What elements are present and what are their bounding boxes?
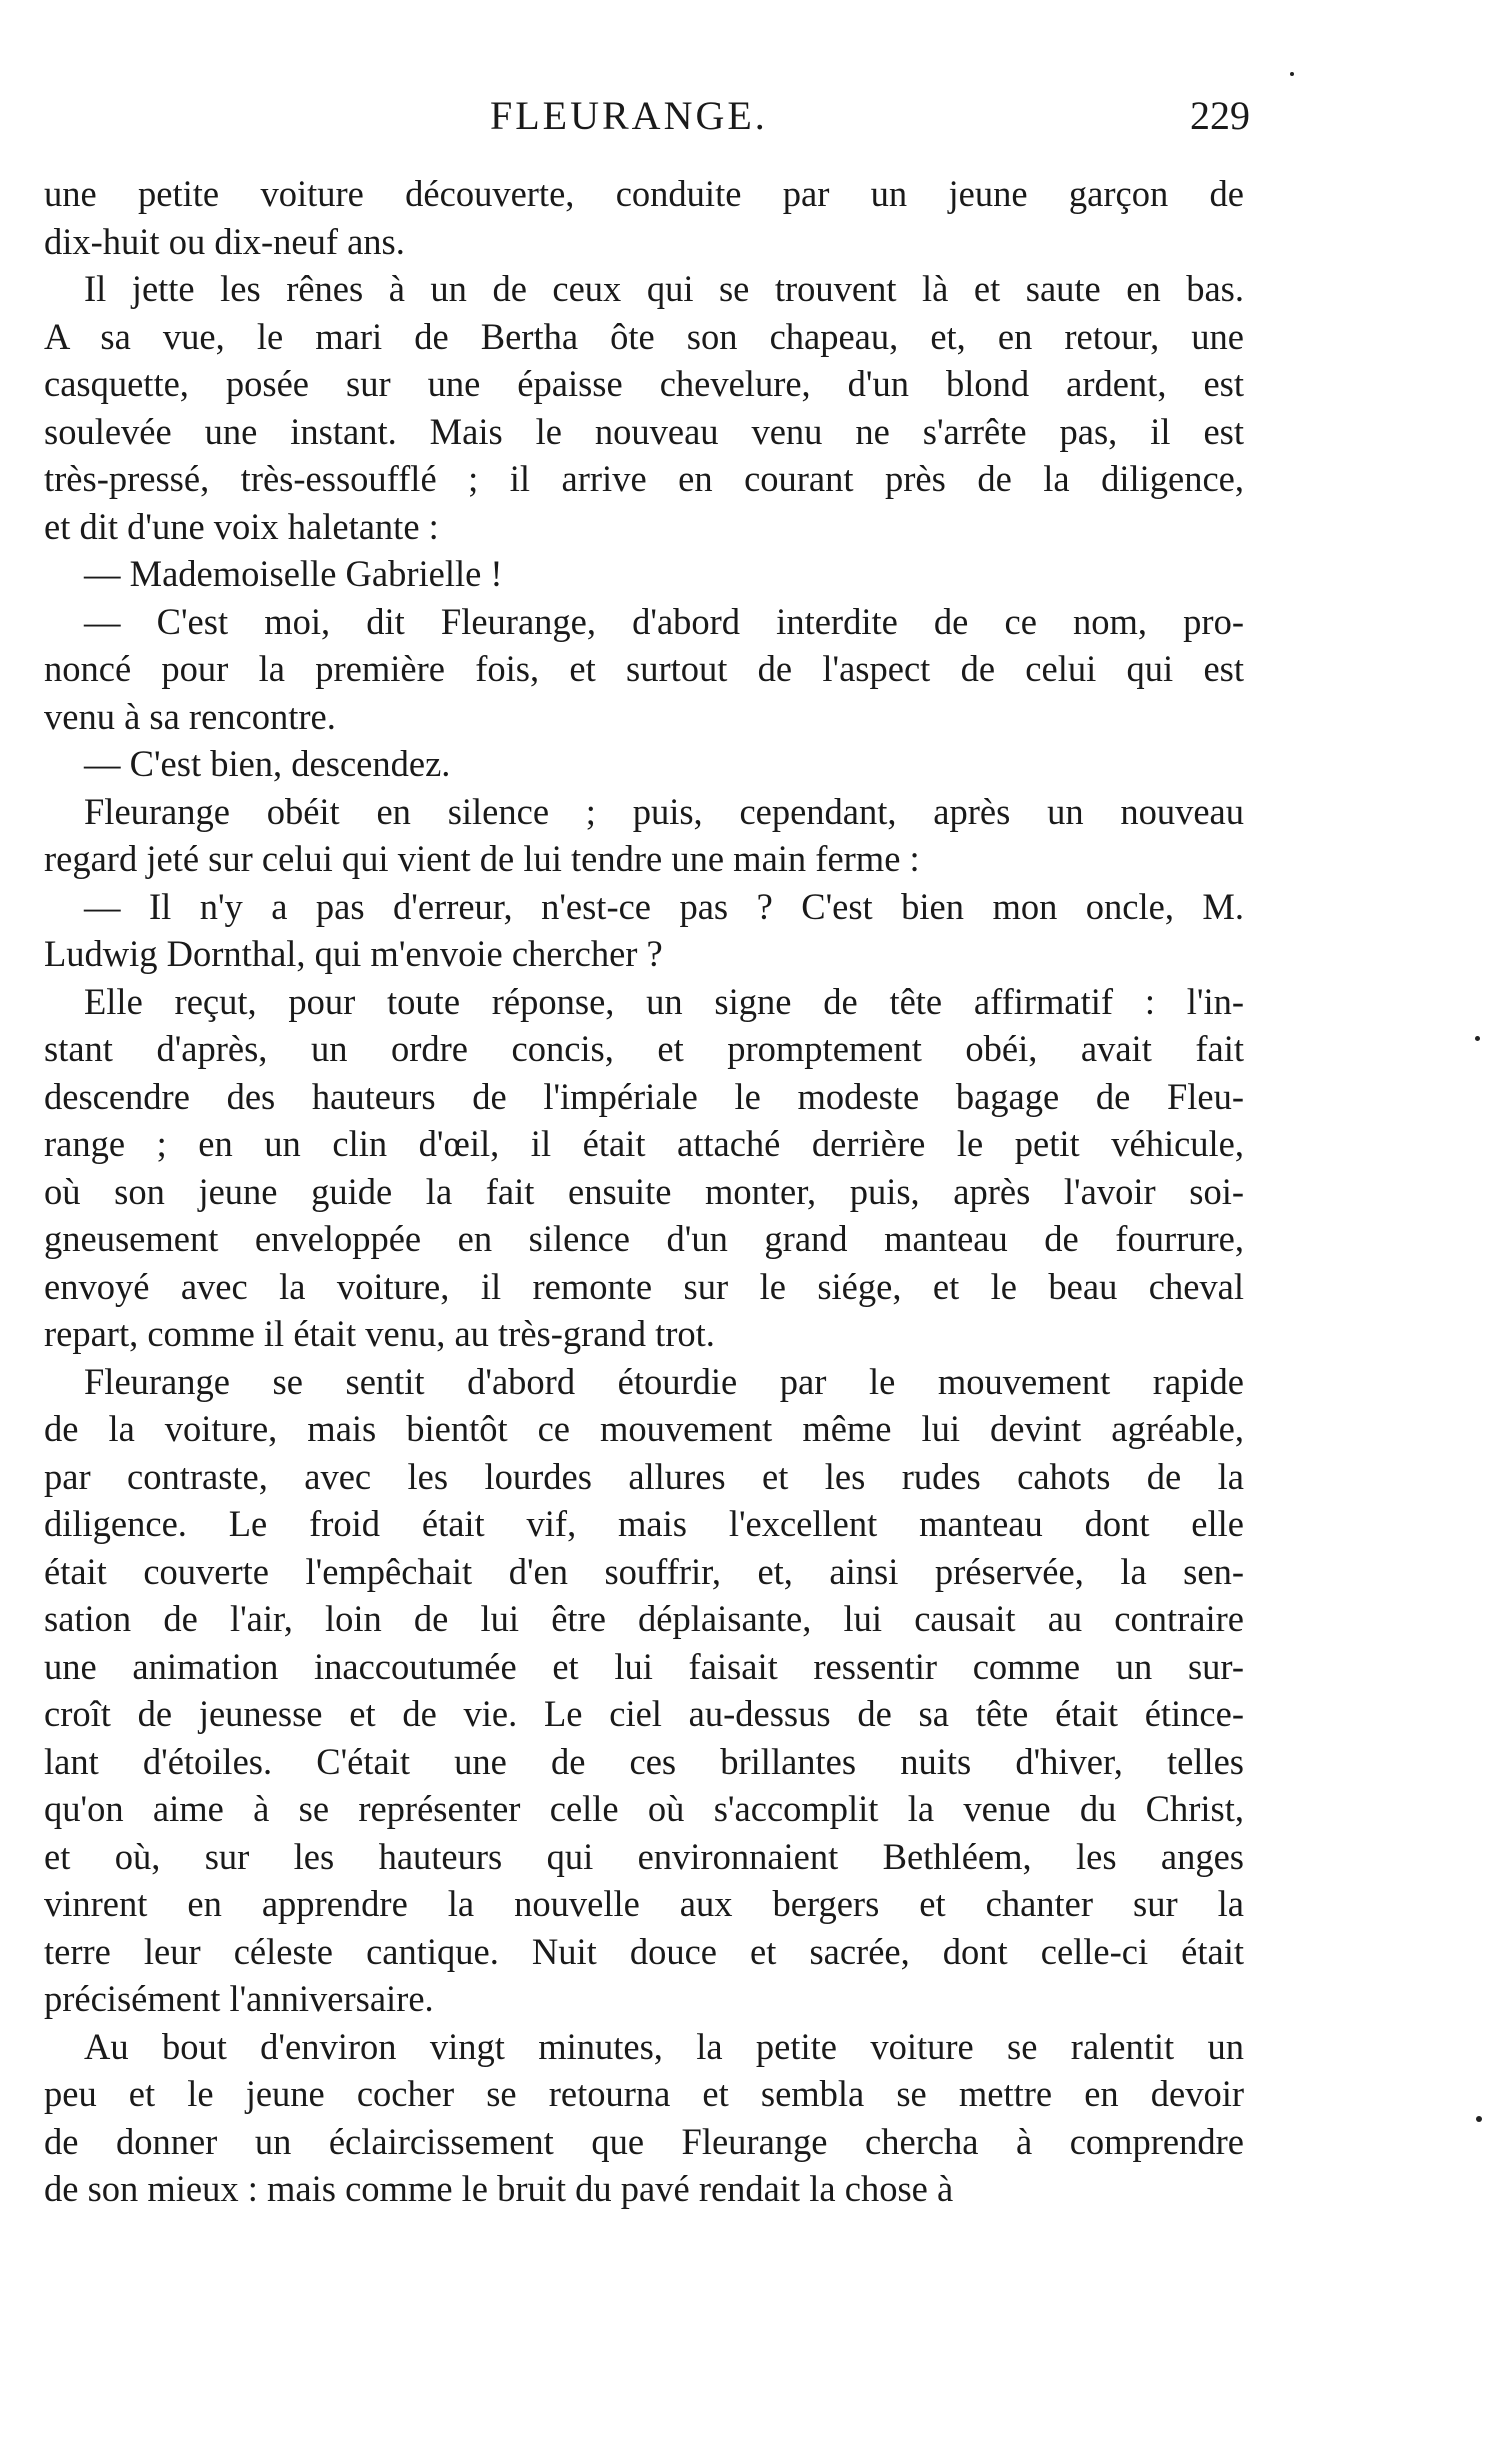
page-number: 229 — [1190, 93, 1250, 138]
text-line: vinrent en apprendre la nouvelle aux bergers et chanter sur la — [44, 1883, 1244, 1924]
text-line: regard jeté sur celui qui vient de lui tendre une main ferme : — [44, 838, 920, 879]
scan-speck — [1290, 72, 1294, 76]
text-line: stant d'après, un ordre concis, et promptement obéi, avait fait — [44, 1028, 1244, 1069]
text-line: — Mademoiselle Gabrielle ! — [84, 553, 503, 594]
text-line: était couverte l'empêchait d'en souffrir, et, ainsi préservée, la sen- — [44, 1550, 1244, 1592]
text-line: noncé pour la première fois, et surtout de l'aspect de celui qui est — [44, 648, 1244, 689]
text-line: gneusement enveloppée en silence d'un grand manteau de fourrure, — [44, 1218, 1244, 1259]
text-line: très-pressé, très-essoufflé ; il arrive en courant près de la diligence, — [44, 458, 1244, 499]
text-line: soulevée une instant. Mais le nouveau venu ne s'arrête pas, il est — [44, 410, 1244, 452]
text-line: Elle reçut, pour toute réponse, un signe de tête affirmatif : l'in- — [84, 980, 1244, 1022]
text-line: par contraste, avec les lourdes allures et les rudes cahots de la — [44, 1455, 1244, 1497]
text-line: — C'est moi, dit Fleurange, d'abord interdite de ce nom, pro- — [84, 600, 1244, 642]
text-line: — Il n'y a pas d'erreur, n'est-ce pas ? C'est bien mon oncle, M. — [84, 885, 1244, 927]
text-line: Il jette les rênes à un de ceux qui se trouvent là et saute en bas. — [84, 268, 1244, 309]
text-line: précisément l'anniversaire. — [44, 1978, 434, 2019]
text-line: et dit d'une voix haletante : — [44, 505, 439, 547]
scan-speck — [1475, 1036, 1480, 1041]
text-line: croît de jeunesse et de vie. Le ciel au-dessus de sa tête était étince- — [44, 1693, 1244, 1734]
running-title: FLEURANGE. — [490, 93, 768, 138]
text-line: Fleurange se sentit d'abord étourdie par le mouvement rapide — [84, 1360, 1244, 1402]
text-line: A sa vue, le mari de Bertha ôte son chapeau, et, en retour, une — [44, 315, 1244, 357]
text-line: de son mieux : mais comme le bruit du pavé rendait la chose à — [44, 2168, 954, 2209]
text-line: venu à sa rencontre. — [44, 695, 336, 737]
text-line: — C'est bien, descendez. — [84, 743, 451, 784]
text-line: envoyé avec la voiture, il remonte sur le siége, et le beau cheval — [44, 1265, 1244, 1307]
text-line: peu et le jeune cocher se retourna et sembla se mettre en devoir — [44, 2073, 1244, 2114]
text-line: dix-huit ou dix-neuf ans. — [44, 220, 405, 262]
text-line: descendre des hauteurs de l'impériale le modeste bagage de Fleu- — [44, 1075, 1244, 1117]
text-line: repart, comme il était venu, au très-grand trot. — [44, 1313, 715, 1354]
text-line: qu'on aime à se représenter celle où s'accomplit la venue du Christ, — [44, 1788, 1244, 1829]
text-line: lant d'étoiles. C'était une de ces brillantes nuits d'hiver, telles — [44, 1740, 1244, 1782]
text-line: où son jeune guide la fait ensuite monter, puis, après l'avoir soi- — [44, 1170, 1244, 1212]
text-line: diligence. Le froid était vif, mais l'excellent manteau dont elle — [44, 1503, 1244, 1544]
text-line: range ; en un clin d'œil, il était attaché derrière le petit véhicule, — [44, 1123, 1244, 1164]
text-line: une petite voiture découverte, conduite par un jeune garçon de — [44, 173, 1244, 214]
text-line: de donner un éclaircissement que Fleurange chercha à comprendre — [44, 2120, 1244, 2162]
text-line: Fleurange obéit en silence ; puis, cependant, après un nouveau — [84, 790, 1244, 832]
page-header — [60, 92, 1250, 152]
text-line: casquette, posée sur une épaisse chevelure, d'un blond ardent, est — [44, 363, 1244, 404]
text-line: sation de l'air, loin de lui être déplaisante, lui causait au contraire — [44, 1598, 1244, 1639]
text-line: et où, sur les hauteurs qui environnaient Bethléem, les anges — [44, 1835, 1244, 1877]
text-line: terre leur céleste cantique. Nuit douce et sacrée, dont celle-ci était — [44, 1930, 1244, 1972]
text-line: Ludwig Dornthal, qui m'envoie chercher ? — [44, 933, 663, 974]
scan-speck — [1476, 2116, 1482, 2122]
text-line: Au bout d'environ vingt minutes, la petite voiture se ralentit un — [84, 2025, 1244, 2067]
text-line: de la voiture, mais bientôt ce mouvement même lui devint agréable, — [44, 1408, 1244, 1449]
text-line: une animation inaccoutumée et lui faisait ressentir comme un sur- — [44, 1645, 1244, 1687]
